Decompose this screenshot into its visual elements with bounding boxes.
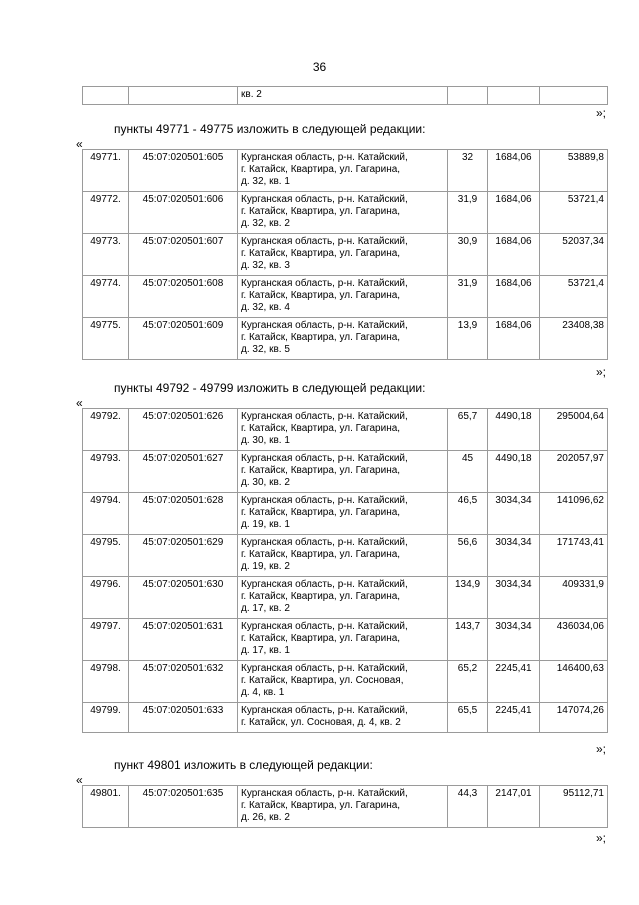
cadastral-number-cell: 45:07:020501:632 bbox=[129, 661, 238, 703]
table-row bbox=[83, 192, 608, 234]
section-table bbox=[82, 408, 608, 733]
cadastral-value-cell: 171743,41 bbox=[540, 535, 608, 577]
cadastral-value-cell: 146400,63 bbox=[540, 661, 608, 703]
address-cell: Курганская область, р-н. Катайский, г. Катайск, Квартира, ул. Гагарина, д. 32, кв. 5 bbox=[238, 318, 448, 360]
address-cell: Курганская область, р-н. Катайский, г. Катайск, Квартира, ул. Гагарина, д. 26, кв. 2 bbox=[238, 786, 448, 828]
cadastral-number-cell: 45:07:020501:633 bbox=[129, 703, 238, 733]
rate-cell: 1684,06 bbox=[488, 192, 540, 234]
cadastral-number-cell: 45:07:020501:627 bbox=[129, 451, 238, 493]
rate-cell: 3034,34 bbox=[488, 535, 540, 577]
rate-cell: 2245,41 bbox=[488, 703, 540, 733]
item-number-cell: 49794. bbox=[83, 493, 129, 535]
address-cell: Курганская область, р-н. Катайский, г. Катайск, Квартира, ул. Гагарина, д. 32, кв. 3 bbox=[238, 234, 448, 276]
rate-cell: 2147,01 bbox=[488, 786, 540, 828]
rate-cell: 3034,34 bbox=[488, 493, 540, 535]
rate-cell: 1684,06 bbox=[488, 276, 540, 318]
area-cell: 56,6 bbox=[448, 535, 488, 577]
item-number-cell: 49774. bbox=[83, 276, 129, 318]
rate-cell: 4490,18 bbox=[488, 451, 540, 493]
cadastral-value-cell: 295004,64 bbox=[540, 409, 608, 451]
item-number-cell: 49772. bbox=[83, 192, 129, 234]
close-quote: »; bbox=[596, 106, 607, 120]
table-row bbox=[83, 619, 608, 661]
close-quote: »; bbox=[596, 831, 607, 845]
address-cell: Курганская область, р-н. Катайский, г. Катайск, Квартира, ул. Гагарина, д. 30, кв. 2 bbox=[238, 451, 448, 493]
section-heading: пункты 49771 - 49775 изложить в следующей редакции: bbox=[114, 122, 426, 136]
table-row bbox=[83, 786, 608, 828]
item-number-cell: 49796. bbox=[83, 577, 129, 619]
item-number-cell: 49771. bbox=[83, 150, 129, 192]
table-row bbox=[83, 150, 608, 192]
item-number-cell: 49798. bbox=[83, 661, 129, 703]
cadastral-value-cell: 53889,8 bbox=[540, 150, 608, 192]
item-number-cell: 49773. bbox=[83, 234, 129, 276]
cadastral-number-cell: 45:07:020501:609 bbox=[129, 318, 238, 360]
area-cell: 32 bbox=[448, 150, 488, 192]
cadastral-number-cell: 45:07:020501:607 bbox=[129, 234, 238, 276]
area-cell: 45 bbox=[448, 451, 488, 493]
rate-cell: 4490,18 bbox=[488, 409, 540, 451]
area-cell: 134,9 bbox=[448, 577, 488, 619]
cadastral-number-cell: 45:07:020501:606 bbox=[129, 192, 238, 234]
area-cell: 31,9 bbox=[448, 276, 488, 318]
section-table bbox=[82, 149, 608, 360]
table-row bbox=[83, 535, 608, 577]
address-cell: Курганская область, р-н. Катайский, г. Катайск, Квартира, ул. Гагарина, д. 17, кв. 2 bbox=[238, 577, 448, 619]
cadastral-number-cell: 45:07:020501:628 bbox=[129, 493, 238, 535]
cadastral-value-cell: 147074,26 bbox=[540, 703, 608, 733]
cadastral-value-cell: 95112,71 bbox=[540, 786, 608, 828]
address-cell: Курганская область, р-н. Катайский, г. Катайск, Квартира, ул. Гагарина, д. 19, кв. 1 bbox=[238, 493, 448, 535]
cadastral-number-cell: 45:07:020501:626 bbox=[129, 409, 238, 451]
continued-table bbox=[82, 86, 608, 105]
item-number-cell: 49797. bbox=[83, 619, 129, 661]
cadastral-value-cell: 409331,9 bbox=[540, 577, 608, 619]
table-row bbox=[83, 234, 608, 276]
section-heading: пункты 49792 - 49799 изложить в следующей редакции: bbox=[114, 381, 426, 395]
item-number-cell: 49793. bbox=[83, 451, 129, 493]
area-cell: 65,5 bbox=[448, 703, 488, 733]
rate-cell: 3034,34 bbox=[488, 619, 540, 661]
cadastral-number-cell: 45:07:020501:631 bbox=[129, 619, 238, 661]
table-row bbox=[83, 409, 608, 451]
open-quote: « bbox=[76, 137, 83, 151]
rate-cell: 1684,06 bbox=[488, 318, 540, 360]
address-cell: Курганская область, р-н. Катайский, г. Катайск, Квартира, ул. Гагарина, д. 30, кв. 1 bbox=[238, 409, 448, 451]
table-row bbox=[83, 661, 608, 703]
address-cell: Курганская область, р-н. Катайский, г. Катайск, Квартира, ул. Гагарина, д. 32, кв. 4 bbox=[238, 276, 448, 318]
cadastral-value-cell: 23408,38 bbox=[540, 318, 608, 360]
close-quote: »; bbox=[596, 742, 607, 756]
item-number-cell: 49792. bbox=[83, 409, 129, 451]
open-quote: « bbox=[76, 773, 83, 787]
close-quote: »; bbox=[596, 365, 607, 379]
cadastral-value-cell: 202057,97 bbox=[540, 451, 608, 493]
table-row bbox=[83, 577, 608, 619]
item-number-cell: 49801. bbox=[83, 786, 129, 828]
rate-cell: 1684,06 bbox=[488, 150, 540, 192]
rate-cell: 1684,06 bbox=[488, 234, 540, 276]
area-cell: 13,9 bbox=[448, 318, 488, 360]
table-row bbox=[83, 703, 608, 733]
address-cell: Курганская область, р-н. Катайский, г. Катайск, Квартира, ул. Гагарина, д. 17, кв. 1 bbox=[238, 619, 448, 661]
cadastral-value-cell: 141096,62 bbox=[540, 493, 608, 535]
area-cell: 30,9 bbox=[448, 234, 488, 276]
cadastral-number-cell: 45:07:020501:629 bbox=[129, 535, 238, 577]
table-row bbox=[83, 493, 608, 535]
address-cell: Курганская область, р-н. Катайский, г. Катайск, Квартира, ул. Сосновая, д. 4, кв. 1 bbox=[238, 661, 448, 703]
item-number-cell: 49799. bbox=[83, 703, 129, 733]
rate-cell: 3034,34 bbox=[488, 577, 540, 619]
table-row bbox=[83, 451, 608, 493]
address-cell: Курганская область, р-н. Катайский, г. Катайск, Квартира, ул. Гагарина, д. 32, кв. 1 bbox=[238, 150, 448, 192]
cadastral-number-cell: 45:07:020501:630 bbox=[129, 577, 238, 619]
area-cell: 143,7 bbox=[448, 619, 488, 661]
area-cell: 44,3 bbox=[448, 786, 488, 828]
address-cell: Курганская область, р-н. Катайский, г. Катайск, ул. Сосновая, д. 4, кв. 2 bbox=[238, 703, 448, 733]
cadastral-value-cell: 53721,4 bbox=[540, 276, 608, 318]
table-row bbox=[83, 87, 608, 105]
open-quote: « bbox=[76, 396, 83, 410]
table-row bbox=[83, 318, 608, 360]
area-cell: 65,7 bbox=[448, 409, 488, 451]
item-number-cell: 49795. bbox=[83, 535, 129, 577]
cadastral-value-cell: 53721,4 bbox=[540, 192, 608, 234]
section-heading: пункт 49801 изложить в следующей редакции: bbox=[114, 758, 373, 772]
area-cell: 65,2 bbox=[448, 661, 488, 703]
area-cell: 31,9 bbox=[448, 192, 488, 234]
cadastral-number-cell: 45:07:020501:635 bbox=[129, 786, 238, 828]
cadastral-number-cell: 45:07:020501:605 bbox=[129, 150, 238, 192]
cadastral-value-cell: 52037,34 bbox=[540, 234, 608, 276]
cadastral-number-cell: 45:07:020501:608 bbox=[129, 276, 238, 318]
page-number: 36 bbox=[312, 60, 327, 74]
address-cell: кв. 2 bbox=[238, 87, 448, 105]
table-row bbox=[83, 276, 608, 318]
section-table bbox=[82, 785, 608, 828]
area-cell: 46,5 bbox=[448, 493, 488, 535]
item-number-cell: 49775. bbox=[83, 318, 129, 360]
address-cell: Курганская область, р-н. Катайский, г. Катайск, Квартира, ул. Гагарина, д. 32, кв. 2 bbox=[238, 192, 448, 234]
address-cell: Курганская область, р-н. Катайский, г. Катайск, Квартира, ул. Гагарина, д. 19, кв. 2 bbox=[238, 535, 448, 577]
cadastral-value-cell: 436034,06 bbox=[540, 619, 608, 661]
rate-cell: 2245,41 bbox=[488, 661, 540, 703]
